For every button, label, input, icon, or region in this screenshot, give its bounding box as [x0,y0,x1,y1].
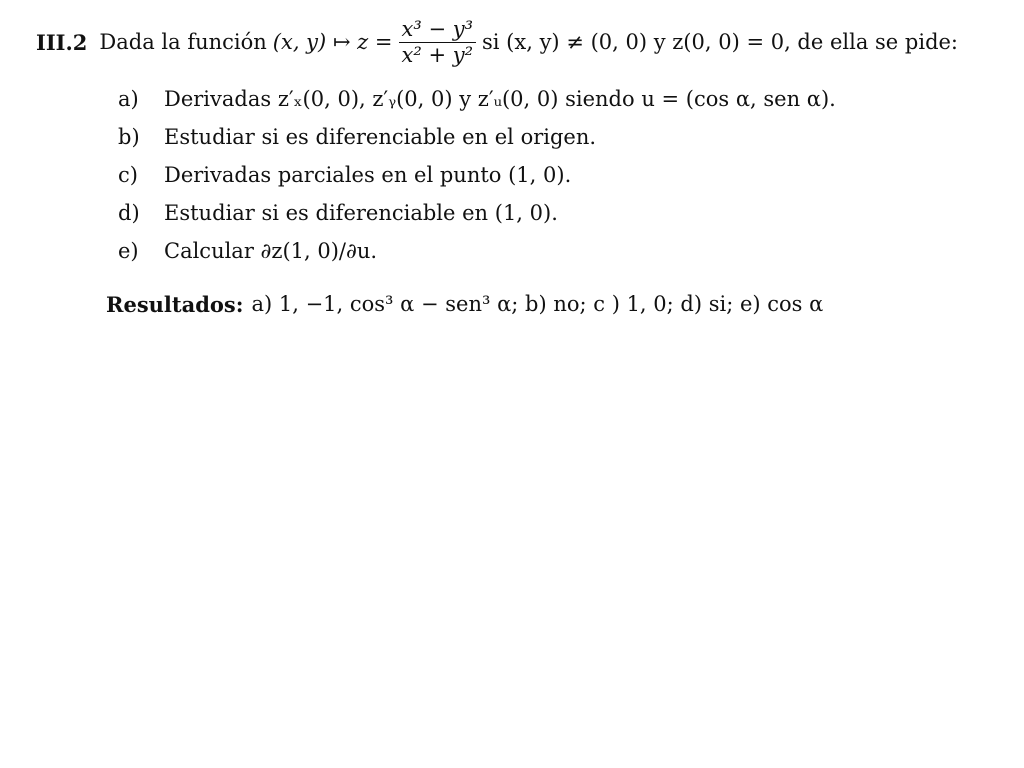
fraction-numerator: x³ − y³ [401,17,474,42]
question-item-d [118,194,998,232]
problem-statement [36,12,1006,72]
question-list [118,80,998,270]
question-text: Derivadas parciales en el punto (1, 0). [164,163,572,187]
problem-number: III.2 [36,29,88,55]
function-condition: si (x, y) ≠ (0, 0) y z(0, 0) = 0, de ella se pide: [482,30,959,54]
function-mapping: (x, y) ↦ z = [272,30,393,54]
question-label: a) [118,87,139,111]
question-label: d) [118,201,140,225]
results-line [106,286,1006,322]
question-text: Derivadas z′ₓ(0, 0), z′ᵧ(0, 0) y z′ᵤ(0, 0) siendo u = (cos α, sen α). [164,87,836,111]
function-fraction [399,17,477,66]
problem-intro: Dada la función [99,30,267,54]
results-label: Resultados: [106,291,244,317]
question-label: e) [118,239,139,263]
question-text: Calcular ∂z(1, 0)/∂u. [164,239,378,263]
question-item-a [118,80,998,118]
fraction-denominator: x² + y² [401,42,474,67]
results-text: a) 1, −1, cos³ α − sen³ α; b) no; c ) 1, 0; d) si; e) cos α [251,292,824,316]
question-label: c) [118,163,138,187]
question-text: Estudiar si es diferenciable en (1, 0). [164,201,558,225]
question-label: b) [118,125,140,149]
question-item-c [118,156,998,194]
question-item-e [118,232,998,270]
question-item-b [118,118,998,156]
question-text: Estudiar si es diferenciable en el origen. [164,125,597,149]
